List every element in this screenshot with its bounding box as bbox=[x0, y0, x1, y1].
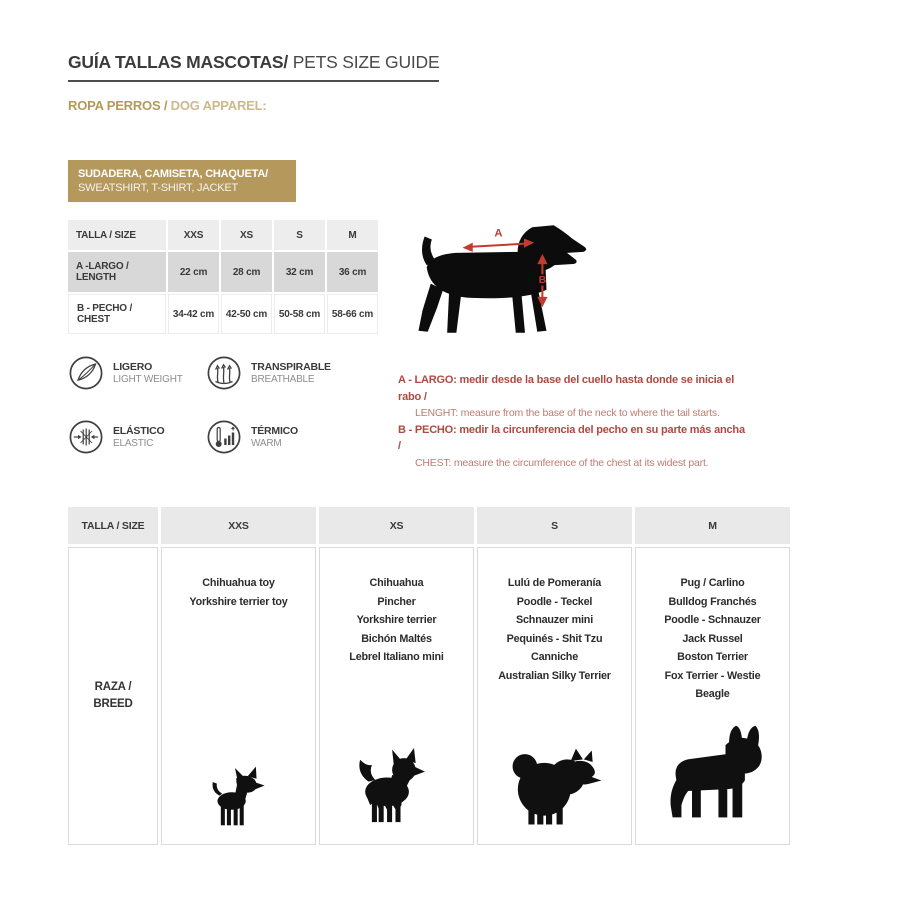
feature-breathable bbox=[206, 355, 381, 391]
dog-silhouette-pomeranian bbox=[502, 740, 608, 828]
fabric-features bbox=[68, 355, 381, 455]
chihuahua-icon bbox=[206, 766, 270, 828]
breed-row-label bbox=[68, 547, 158, 845]
banner-line-en: SWEATSHIRT, T-SHIRT, JACKET bbox=[78, 182, 239, 194]
dog-silhouette-french-bulldog bbox=[655, 724, 770, 828]
instruction-a-en: LENGHT: measure from the base of the neck to where the tail starts. bbox=[415, 407, 720, 419]
breed-list-s bbox=[498, 574, 611, 685]
breed-item: Pug / Carlino bbox=[680, 577, 745, 589]
size-table-header-m: M bbox=[327, 220, 378, 250]
banner-line-es: SUDADERA, CAMISETA, CHAQUETA/ bbox=[78, 168, 268, 180]
size-table-header-xxs: XXS bbox=[168, 220, 219, 250]
breed-item: Lebrel Italiano mini bbox=[349, 651, 444, 663]
breed-header-xxs: XXS bbox=[161, 507, 316, 544]
feature-warm bbox=[206, 419, 381, 455]
page-title-en: PETS SIZE GUIDE bbox=[288, 52, 440, 72]
chest-xxs: 34-42 cm bbox=[168, 294, 219, 334]
page-title bbox=[68, 52, 439, 82]
length-row-label: A -LARGO / LENGTH bbox=[68, 252, 166, 292]
length-s: 32 cm bbox=[274, 252, 325, 292]
arrow-a-label: A bbox=[494, 227, 503, 240]
breed-column-xs bbox=[319, 547, 474, 845]
measure-dog-silhouette bbox=[412, 216, 597, 344]
breed-column-m bbox=[635, 547, 790, 845]
chest-s: 50-58 cm bbox=[274, 294, 325, 334]
elastic-icon bbox=[68, 419, 104, 455]
chest-m: 58-66 cm bbox=[327, 294, 378, 334]
feature-elastic-es: ELÁSTICO bbox=[113, 424, 165, 437]
french-bulldog-icon bbox=[655, 724, 770, 828]
breed-header-label: TALLA / SIZE bbox=[68, 507, 158, 544]
garment-type-banner bbox=[68, 160, 296, 202]
dog-silhouette-chihuahua bbox=[206, 766, 270, 828]
page-subtitle-es: ROPA PERROS / bbox=[68, 98, 168, 113]
breed-header-s: S bbox=[477, 507, 632, 544]
instruction-b-en: CHEST: measure the circumference of the chest at its widest part. bbox=[415, 456, 709, 469]
instruction-a-es: A - LARGO: medir desde la base del cuello hasta donde se inicia el rabo / bbox=[398, 374, 735, 403]
arrow-b-label: B bbox=[538, 275, 546, 287]
page-title-es: GUÍA TALLAS MASCOTAS/ bbox=[68, 52, 289, 72]
breed-item: Yorkshire terrier bbox=[356, 614, 437, 626]
breed-item: Chihuahua toy bbox=[202, 577, 275, 589]
breed-item: Lulú de Pomeranía bbox=[507, 577, 602, 589]
breed-list-xxs bbox=[189, 574, 287, 611]
length-xs: 28 cm bbox=[221, 252, 272, 292]
breed-item: Bulldog Franchés bbox=[668, 595, 757, 608]
feature-lightweight-es: LIGERO bbox=[113, 360, 153, 373]
breed-item: Canniche bbox=[531, 651, 578, 663]
breed-table-body bbox=[68, 547, 790, 845]
chest-xs: 42-50 cm bbox=[221, 294, 272, 334]
feature-warm-en: WARM bbox=[251, 437, 282, 449]
size-measurements-table bbox=[68, 220, 378, 334]
chest-row-label: B - PECHO / CHEST bbox=[68, 294, 166, 334]
breed-item: Schnauzer mini bbox=[516, 614, 593, 626]
breed-item: Poodle - Schnauzer bbox=[664, 614, 761, 626]
pomeranian-icon bbox=[502, 740, 608, 828]
size-table-header-xs: XS bbox=[221, 220, 272, 250]
feature-elastic-en: ELASTIC bbox=[113, 437, 154, 449]
size-table-header-s: S bbox=[274, 220, 325, 250]
breathable-icon bbox=[206, 355, 242, 391]
breed-list-m bbox=[664, 574, 761, 704]
breed-row-label-en: BREED bbox=[93, 698, 133, 710]
feature-lightweight bbox=[68, 355, 206, 391]
page-subtitle bbox=[68, 98, 267, 113]
measurement-diagram bbox=[412, 216, 597, 349]
breed-item: Beagle bbox=[695, 688, 730, 700]
breed-item: Boston Terrier bbox=[677, 651, 748, 663]
breed-item: Bichón Maltés bbox=[361, 632, 432, 645]
feature-elastic bbox=[68, 419, 206, 455]
measuring-instructions bbox=[398, 372, 748, 471]
breed-item: Pequinés - Shit Tzu bbox=[506, 632, 603, 645]
length-xxs: 22 cm bbox=[168, 252, 219, 292]
feature-breathable-en: BREATHABLE bbox=[251, 373, 315, 385]
size-table-header-label: TALLA / SIZE bbox=[68, 220, 166, 250]
breed-row-label-es: RAZA / bbox=[94, 681, 132, 693]
breed-header-m: M bbox=[635, 507, 790, 544]
breed-item: Australian Silky Terrier bbox=[498, 669, 611, 682]
page-subtitle-en: DOG APPAREL: bbox=[167, 98, 267, 113]
breed-item: Pincher bbox=[377, 595, 416, 608]
breed-size-table bbox=[68, 507, 790, 845]
breed-table-header bbox=[68, 507, 790, 544]
feature-breathable-es: TRANSPIRABLE bbox=[251, 360, 331, 373]
feather-icon bbox=[68, 355, 104, 391]
breed-item: Fox Terrier - Westie bbox=[664, 669, 761, 682]
breed-column-s bbox=[477, 547, 632, 845]
breed-list-xs bbox=[349, 574, 443, 667]
long-haired-chihuahua-icon bbox=[350, 748, 443, 828]
breed-column-xxs bbox=[161, 547, 316, 845]
thermometer-icon bbox=[206, 419, 242, 455]
breed-item: Jack Russel bbox=[682, 632, 743, 645]
breed-header-xs: XS bbox=[319, 507, 474, 544]
dog-silhouette-long-haired-chihuahua bbox=[350, 748, 443, 828]
length-m: 36 cm bbox=[327, 252, 378, 292]
breed-item: Chihuahua bbox=[369, 577, 424, 589]
breed-item: Poodle - Teckel bbox=[516, 595, 593, 608]
instruction-b-es: B - PECHO: medir la circunferencia del pecho en su parte más ancha / bbox=[398, 423, 745, 452]
breed-item: Yorkshire terrier toy bbox=[189, 595, 288, 608]
feature-warm-es: TÉRMICO bbox=[251, 424, 299, 437]
feature-lightweight-en: LIGHT WEIGHT bbox=[113, 373, 183, 385]
